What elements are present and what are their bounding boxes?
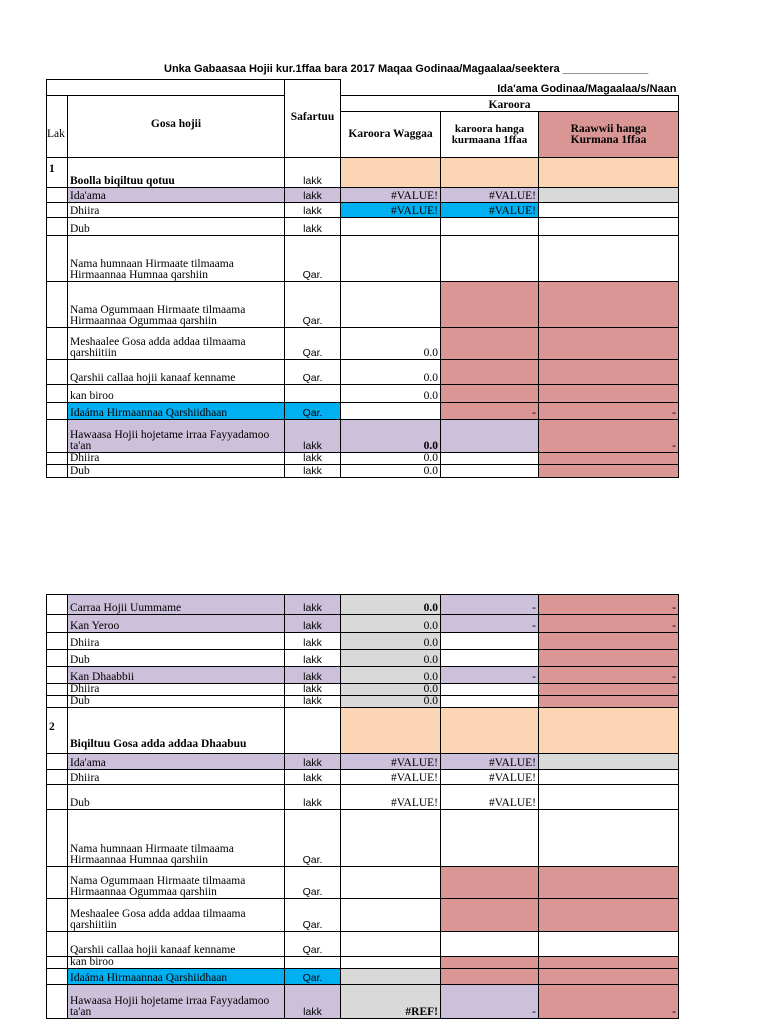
region-header: Ida'ama Godinaa/Magaalaa/s/Naan	[341, 80, 679, 96]
table-row: Nama humnaan Hirmaate tilmaama Hirmaannaa Humnaa qarshiin Qar.	[47, 236, 679, 282]
table-row: kan biroo 0.0	[47, 385, 679, 403]
table-row: Qarshii callaa hojii kanaaf kenname Qar. 0.0	[47, 360, 679, 385]
table-row: Kan Yeroo lakk 0.0 - -	[47, 615, 679, 633]
karoora-header: Karoora	[341, 96, 679, 112]
table-row: Dhiira lakk 0.0	[47, 684, 679, 696]
table-row: Qarshii callaa hojii kanaaf kenname Qar.	[47, 932, 679, 957]
table-row: Kan Dhaabbii lakk 0.0 - -	[47, 667, 679, 684]
table-row: Carraa Hojii Uummame lakk 0.0 - -	[47, 595, 679, 615]
report-table-section-2	[46, 594, 679, 1019]
table-row: Meshaalee Gosa adda addaa tilmaama qarshiitiin Qar.	[47, 899, 679, 932]
table-row: kan biroo	[47, 957, 679, 969]
section-number: 2	[47, 708, 68, 754]
table-row: Ida'ama lakk #VALUE! #VALUE!	[47, 754, 679, 770]
table-row: Dhiira lakk #VALUE! #VALUE!	[47, 770, 679, 785]
table-row: Dub lakk	[47, 218, 679, 236]
report-table-section-1	[46, 79, 679, 478]
col-header-karoora-kurmaana: karoora hanga kurmaana 1ffaa	[441, 112, 539, 158]
table-row: Dhiira lakk #VALUE! #VALUE!	[47, 203, 679, 218]
col-header-lak: Lak	[47, 112, 68, 158]
col-header-karoora-waggaa: Karoora Waggaa	[341, 112, 441, 158]
table-row: Nama Ogummaan Hirmaate tilmaama Hirmaannaa Ogummaa qarshiin Qar.	[47, 282, 679, 328]
section-number: 1	[47, 158, 68, 188]
table-row: Hawaasa Hojii hojetame irraa Fayyadamoo ta'an lakk #REF! - -	[47, 985, 679, 1019]
unit-cell: lakk	[285, 158, 341, 188]
table-row: Dub lakk 0.0	[47, 465, 679, 478]
table-row: Nama humnaan Hirmaate tilmaama Hirmaannaa Humnaa qarshiin Qar.	[47, 810, 679, 867]
table-row: Dub lakk 0.0	[47, 650, 679, 667]
col-header-raawwii: Raawwii hanga Kurmana 1ffaa	[539, 112, 679, 158]
table-row: Dub lakk #VALUE! #VALUE!	[47, 785, 679, 810]
table-row: Dhiira lakk 0.0	[47, 453, 679, 465]
table-row: Idaáma Hirmaannaa Qarshiidhaan Qar. - -	[47, 403, 679, 420]
table-row: Dub lakk 0.0	[47, 696, 679, 708]
table-row: Hawaasa Hojii hojetame irraa Fayyadamoo ta'an lakk 0.0 -	[47, 420, 679, 453]
table-row: Ida'ama lakk #VALUE! #VALUE!	[47, 188, 679, 203]
report-title: Unka Gabaasaa Hojii kur.1ffaa bara 2017 Maqaa Godinaa/Magaalaa/seektera ______________	[164, 63, 649, 75]
section-title: Boolla biqiltuu qotuu	[68, 158, 285, 188]
table-row: Meshaalee Gosa adda addaa tilmaama qarshiitiin Qar. 0.0	[47, 328, 679, 360]
table-row: Nama Ogummaan Hirmaate tilmaama Hirmaannaa Ogummaa qarshiin Qar.	[47, 867, 679, 899]
col-header-safartuu: Safartuu	[285, 112, 341, 158]
section-title: Biqiltuu Gosa adda addaa Dhaabuu	[68, 708, 285, 754]
col-header-gosa: Gosa hojii	[68, 112, 285, 158]
table-row: Idaáma Hirmaannaa Qarshiidhaan Qar.	[47, 969, 679, 985]
table-row: Dhiira lakk 0.0	[47, 633, 679, 650]
